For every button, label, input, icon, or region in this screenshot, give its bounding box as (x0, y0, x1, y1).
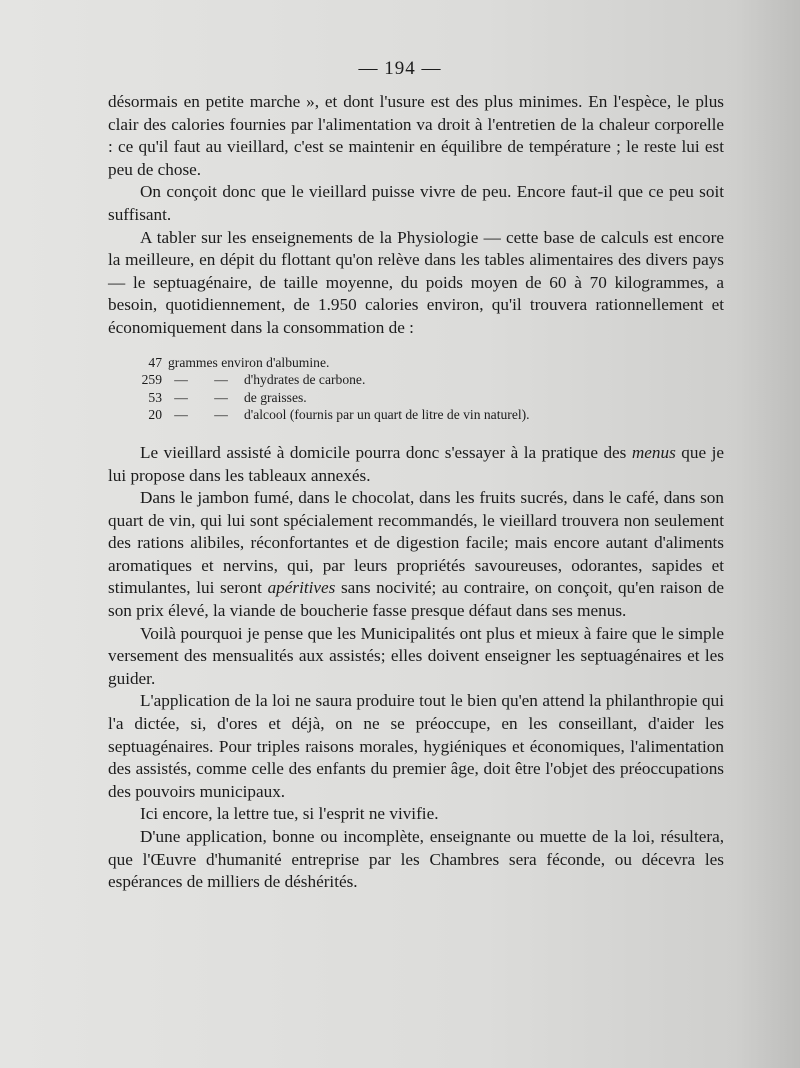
paragraph: L'application de la loi ne saura produire tout le bien qu'en attend la philanthropie qui l'a dictée, si, d'ores et déjà, on ne se préoccupe, en les conseillant, d'aider les septuagénaires. Pour triples raisons morales, hygiéniques et économiques, l'alimentation des assistés, comme celle des enfants du premier âge, doit être l'objet des préoccupations des pouvoirs municipaux. (108, 691, 724, 801)
ditto-mark: — (214, 389, 228, 405)
paragraph: Voilà pourquoi je pense que les Municipalités ont plus et mieux à faire que le simple versement des mensualités aux assistés; elles doivent enseigner les septuagénaires et les guider. (108, 623, 724, 688)
ration-description: de graisses. (244, 389, 307, 405)
paragraph-continuation: désormais en petite marche », et dont l'usure est des plus minimes. En l'espèce, le plus clair des calories fournies par l'alimentation va droit à l'entretien de la chaleur corporelle : ce qu'il faut au vieillard, c'est se maintenir en équilibre de température ; le reste lui est peu de chose. (108, 92, 724, 179)
paragraph (108, 487, 724, 623)
ration-row (108, 389, 724, 407)
page-number: — 194 — (358, 58, 442, 79)
paragraph: Ici encore, la lettre tue, si l'esprit ne vivifie. (140, 804, 439, 824)
emphasis: apéritives (267, 578, 336, 598)
ration-description: grammes environ d'albumine. (168, 354, 330, 370)
paragraph: On conçoit donc que le vieillard puisse vivre de peu. Encore faut-il que ce peu soit suffisant. (108, 182, 724, 224)
ditto-mark: — (174, 372, 188, 388)
text-run: Le vieillard assisté à domicile pourra donc s'essayer à la pratique des (140, 442, 632, 462)
ditto-mark: — (174, 407, 188, 423)
page-body (108, 91, 724, 894)
ration-description: d'hydrates de carbone. (244, 372, 366, 388)
ration-row (108, 371, 724, 389)
emphasis: menus (631, 442, 676, 462)
ration-row (108, 354, 724, 372)
ditto-mark: — (214, 372, 228, 388)
ditto-mark: — (214, 407, 228, 423)
ration-quantity: 259 (141, 372, 162, 388)
paragraph (108, 442, 724, 487)
ditto-mark: — (174, 389, 188, 405)
ration-quantity: 47 (148, 354, 162, 370)
text-run: Dans le jambon fumé, dans le chocolat, dans les fruits sucrés, dans le café, dans son quart de vin, qui lui sont spécialement recommandés, le vieillard trouvera non seulement des rations alibiles, réconfortantes et de digestion facile; mais encore autant d'aliments aromatiques et nervins, qui, par leurs propriétés savoureuses, odorantes, sapides et stimulantes, lui seront (108, 488, 724, 598)
text-run: sans nocivité; au contraire, on conçoit, qu'en raison de son prix élevé, la viande de boucherie fasse presque défaut dans ses menus. (108, 578, 724, 621)
ration-table (108, 354, 724, 424)
text-run: que je lui propose dans les tableaux annexés. (108, 442, 724, 485)
ration-quantity: 53 (148, 389, 162, 405)
ration-row (108, 406, 724, 424)
ration-quantity: 20 (148, 407, 162, 423)
paragraph: D'une application, bonne ou incomplète, enseignante ou muette de la loi, résultera, que l'Œuvre d'humanité entreprise par les Chambres sera féconde, ou décevra les espérances de milliers de déshérités. (108, 827, 724, 892)
paragraph: A tabler sur les enseignements de la Physiologie — cette base de calculs est encore la meilleure, en dépit du flottant qu'on relève dans les tables alimentaires des divers pays — le septuagénaire, de taille moyenne, du poids moyen de 60 à 70 kilogrammes, a besoin, quotidiennement, de 1.950 calories environ, qu'il trouvera rationnellement et économiquement dans la consommation de : (108, 227, 724, 337)
ration-description: d'alcool (fournis par un quart de litre de vin naturel). (244, 407, 530, 423)
